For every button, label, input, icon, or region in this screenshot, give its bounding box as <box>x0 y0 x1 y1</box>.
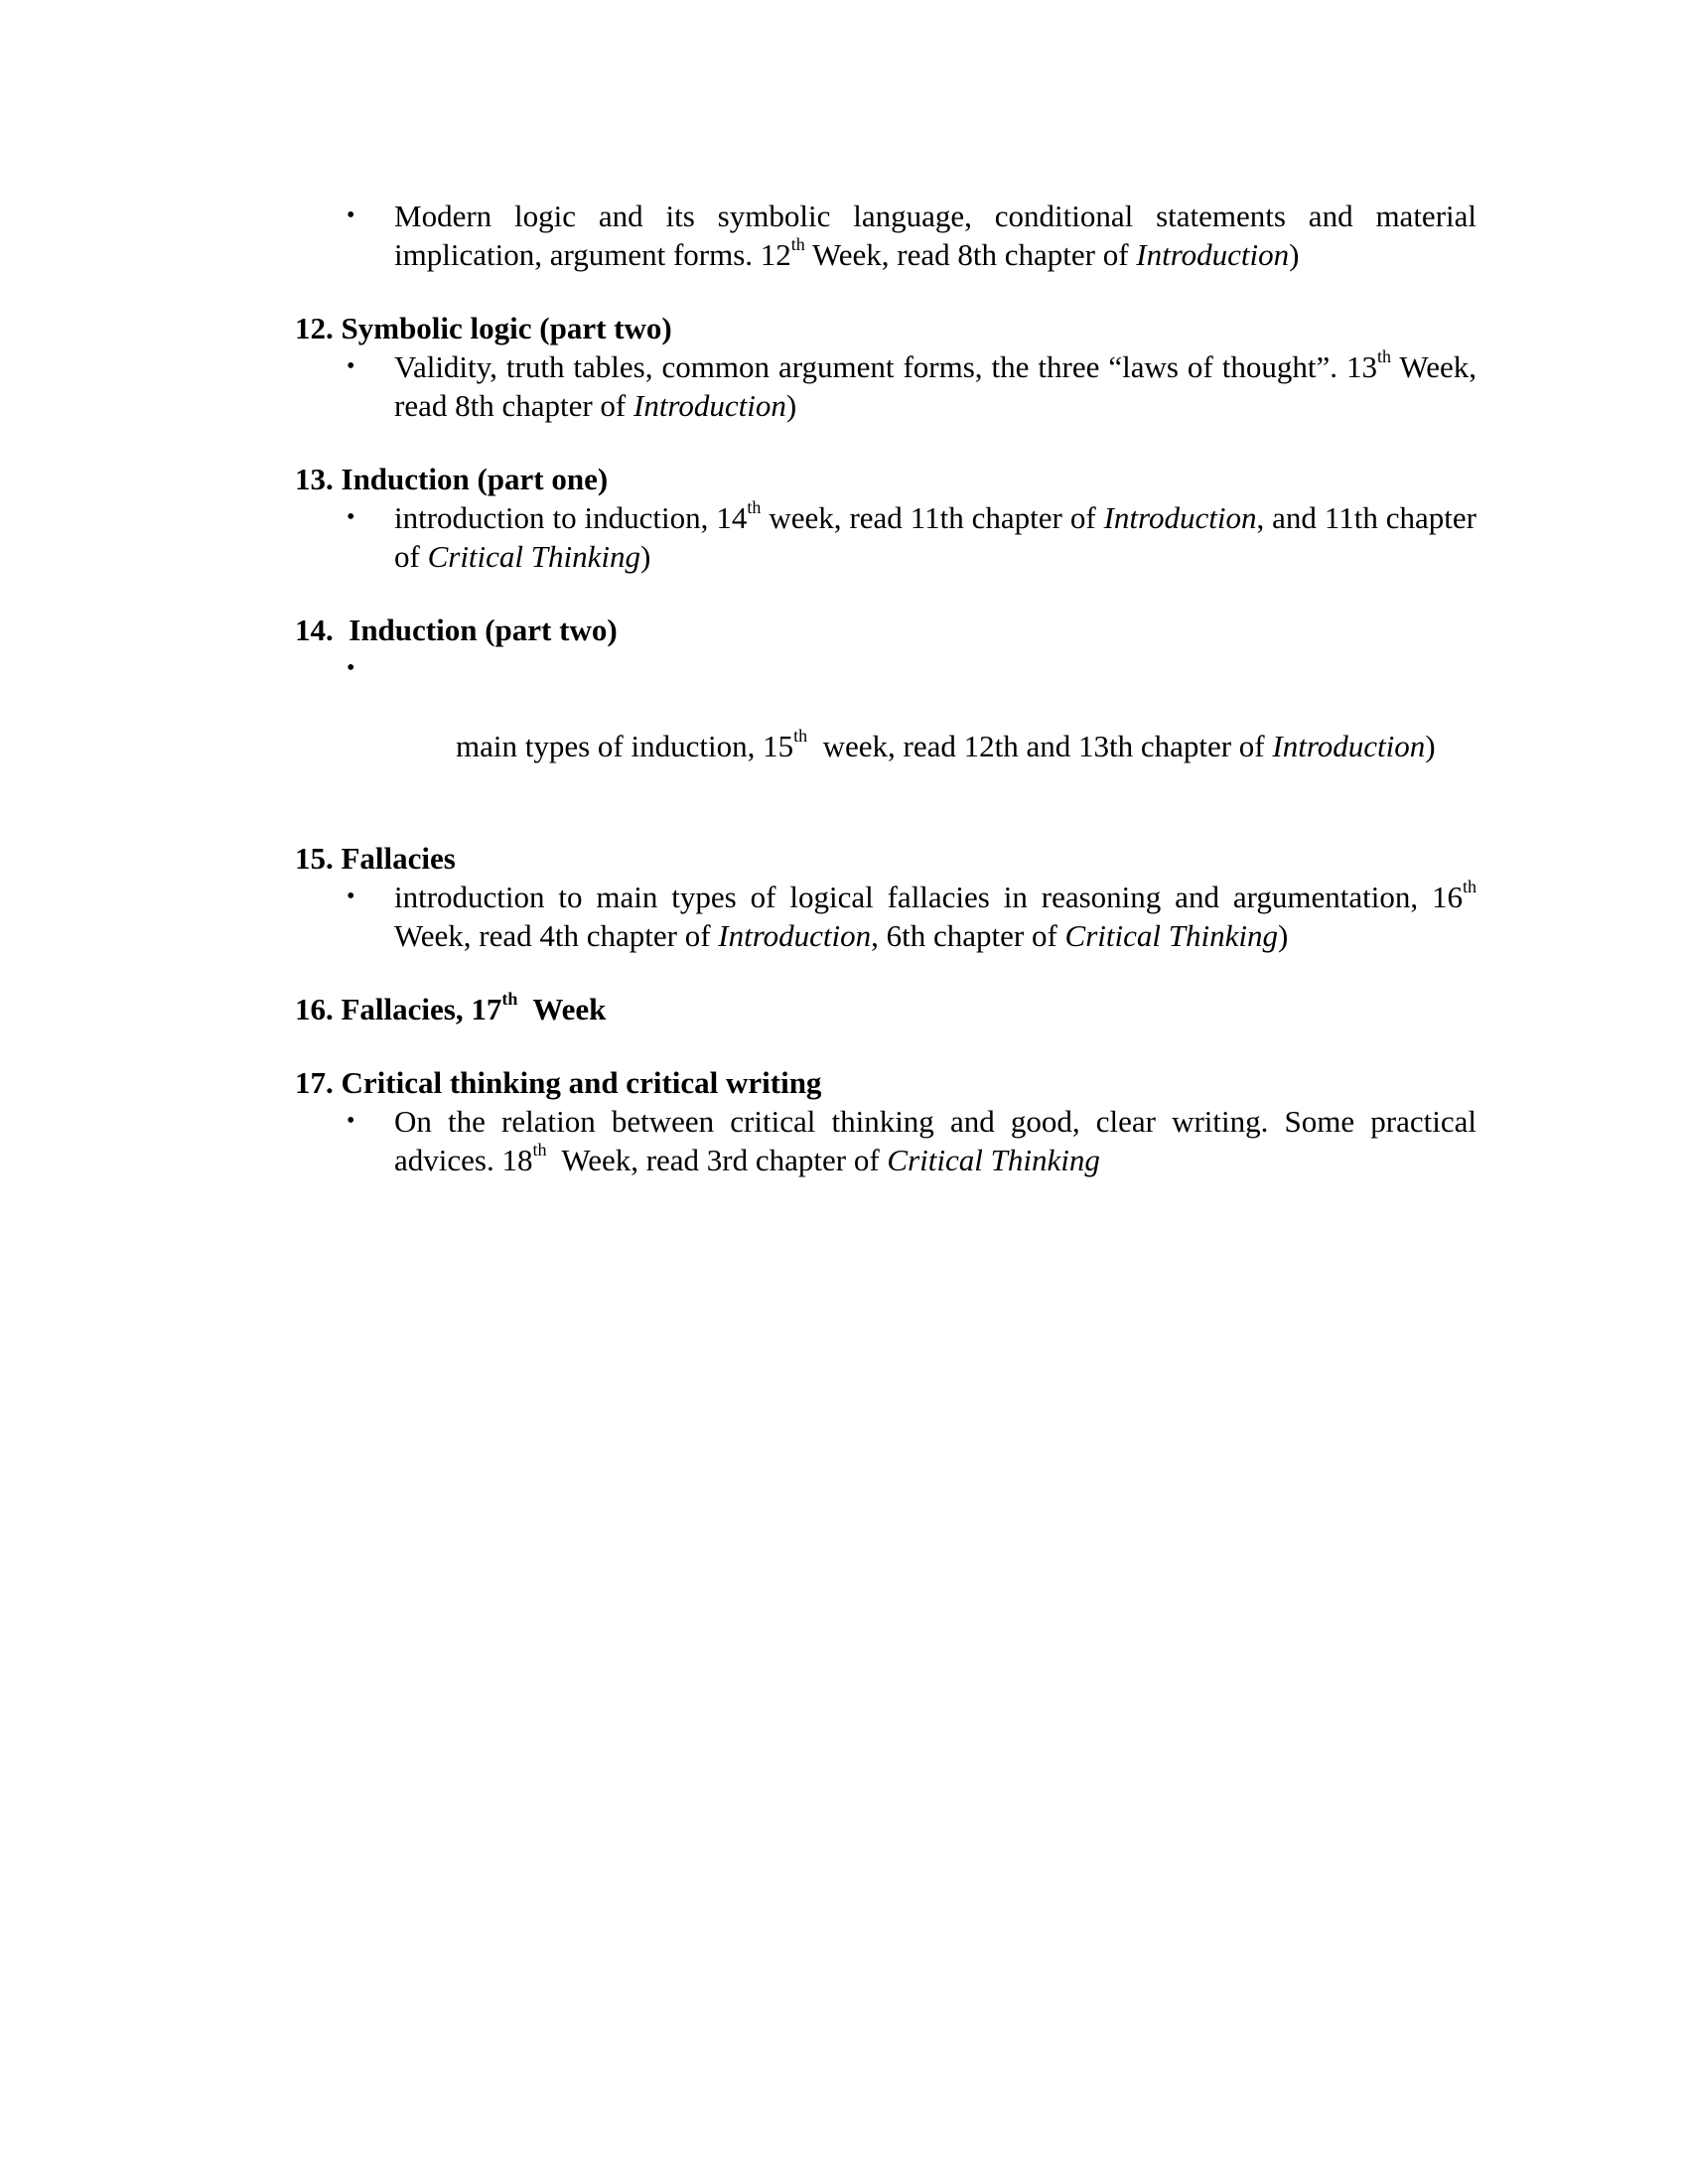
bullet-icon: • <box>347 504 355 530</box>
bullet-icon: • <box>347 353 355 379</box>
section-15 <box>295 839 1477 955</box>
section-12 <box>295 309 1477 425</box>
list-item: • Validity, truth tables, common argument forms, the three “laws of thought”. 13th Week, read 8th chapter of Introduction) <box>347 345 1477 423</box>
bullet-icon: • <box>347 884 355 909</box>
bullet-icon: • <box>347 1108 355 1134</box>
list-item: • introduction to induction, 14th week, read 11th chapter of Introduction, and 11th chapter of Critical Thinking) <box>347 496 1477 574</box>
section-heading: 13. Induction (part one) <box>295 462 609 496</box>
bullet-icon: • <box>347 203 355 228</box>
section-14 <box>295 611 1477 804</box>
list-item: • main types of induction, 15th week, read 12th and 13th chapter of Introduction) <box>295 649 1477 804</box>
section-13 <box>295 460 1477 576</box>
list-item: • Modern logic and its symbolic language, conditional statements and material implication, argument forms. 12th Week, read 8th chapter of Introduction) <box>347 199 1477 272</box>
section-heading: 15. Fallacies <box>295 841 456 876</box>
section-heading: 16. Fallacies, 17th Week <box>295 988 607 1026</box>
bullet-icon: • <box>347 655 355 681</box>
list-item: • On the relation between critical thinking and good, clear writing. Some practical advices. 18th Week, read 3rd chapter of Critical Thinking <box>347 1104 1477 1177</box>
section-heading: 12. Symbolic logic (part two) <box>295 311 672 345</box>
section-heading: 14. Induction (part two) <box>295 613 618 647</box>
list-item: • introduction to main types of logical fallacies in reasoning and argumentation, 16th Week, read 4th chapter of Introduction, 6th chapter of Critical Thinking) <box>347 876 1477 953</box>
section-continuation <box>295 197 1477 274</box>
section-heading: 17. Critical thinking and critical writing <box>295 1065 822 1100</box>
section-16 <box>295 990 1477 1028</box>
section-17 <box>295 1063 1477 1179</box>
page-content <box>295 197 1477 1214</box>
